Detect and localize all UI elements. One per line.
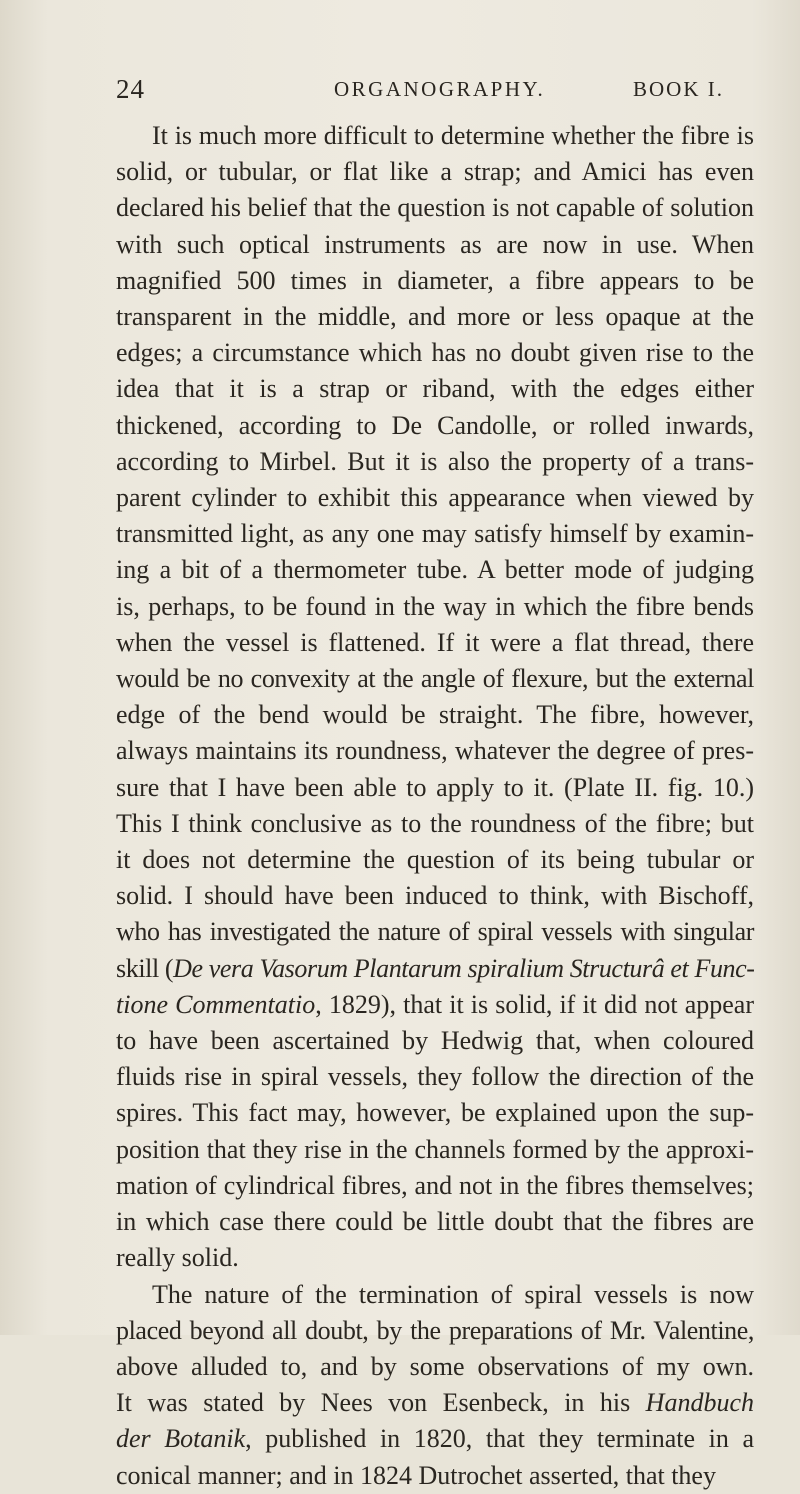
text-line: idea that it is a strap or riband, with the edges either bbox=[116, 374, 754, 404]
text-line: edges; a circumstance which has no doubt given rise to the bbox=[116, 338, 754, 368]
text-line: would be no convexity at the angle of flexure, but the external bbox=[116, 664, 754, 694]
text-line: solid, or tubular, or flat like a strap; and Amici has even bbox=[116, 157, 754, 187]
text-line: when the vessel is flattened. If it were a flat thread, there bbox=[116, 627, 754, 657]
text-line: declared his belief that the question is not capable of solution bbox=[116, 193, 754, 223]
text-line: transmitted light, as any one may satisfy himself by examin- bbox=[116, 519, 754, 549]
text-line: It was stated by Nees von Esenbeck, in his Handbuch bbox=[116, 1388, 754, 1418]
text-line: spires. This fact may, however, be explained upon the sup- bbox=[116, 1098, 754, 1128]
text-line: magnified 500 times in diameter, a fibre appears to be bbox=[116, 265, 754, 295]
text-line: skill (De vera Vasorum Plantarum spiralium Structurâ et Func- bbox=[116, 953, 755, 983]
paragraph bbox=[116, 1277, 754, 1494]
text-line: ing a bit of a thermometer tube. A better mode of judging bbox=[116, 555, 754, 585]
book-label: BOOK I. bbox=[633, 77, 724, 101]
text-line: fluids rise in spiral vessels, they follow the direction of the bbox=[116, 1062, 754, 1092]
running-title: ORGANOGRAPHY. bbox=[334, 77, 546, 101]
text-line: It is much more difficult to determine whether the fibre is bbox=[152, 121, 754, 150]
text-line: to have been ascertained by Hedwig that, when coloured bbox=[116, 1026, 754, 1056]
text-line: conical manner; and in 1824 Dutrochet asserted, that they bbox=[116, 1460, 716, 1490]
text-line: This I think conclusive as to the roundness of the fibre; but bbox=[116, 808, 754, 838]
text-line: thickened, according to De Candolle, or rolled inwards, bbox=[116, 410, 754, 440]
text-line: above alluded to, and by some observations of my own. bbox=[116, 1351, 754, 1381]
text-line: who has investigated the nature of spiral vessels with singular bbox=[116, 917, 754, 947]
text-line: sure that I have been able to apply to it. (Plate II. fig. 10.) bbox=[116, 772, 754, 802]
text-line: The nature of the termination of spiral vessels is now bbox=[152, 1279, 754, 1309]
page-number: 24 bbox=[116, 74, 145, 104]
text-line: parent cylinder to exhibit this appearance when viewed by bbox=[116, 483, 754, 513]
text-line: is, perhaps, to be found in the way in which the fibre bends bbox=[116, 591, 754, 621]
text-line: edge of the bend would be straight. The fibre, however, bbox=[116, 700, 754, 730]
text-line: placed beyond all doubt, by the preparations of Mr. Valentine, bbox=[116, 1315, 754, 1345]
text-line: position that they rise in the channels formed by the approxi- bbox=[116, 1134, 754, 1164]
running-head bbox=[116, 74, 756, 104]
text-line: always maintains its roundness, whatever the degree of pres- bbox=[116, 736, 754, 766]
text-line: tione Commentatio, 1829), that it is solid, if it did not appear bbox=[116, 989, 754, 1019]
text-line: solid. I should have been induced to think, with Bischoff, bbox=[116, 881, 754, 911]
text-line: it does not determine the question of its being tubular or bbox=[116, 845, 754, 875]
text-line: really solid. bbox=[116, 1243, 239, 1273]
paragraph bbox=[116, 118, 754, 1277]
text-line: mation of cylindrical fibres, and not in the fibres themselves; bbox=[116, 1170, 754, 1200]
text-line: in which case there could be little doubt that the fibres are bbox=[116, 1207, 754, 1237]
text-line: transparent in the middle, and more or less opaque at the bbox=[116, 302, 754, 332]
text-line: der Botanik, published in 1820, that they terminate in a bbox=[116, 1424, 754, 1454]
text-line: with such optical instruments as are now in use. When bbox=[116, 229, 754, 259]
body-text bbox=[116, 118, 754, 1494]
text-line: according to Mirbel. But it is also the property of a trans- bbox=[116, 446, 754, 476]
